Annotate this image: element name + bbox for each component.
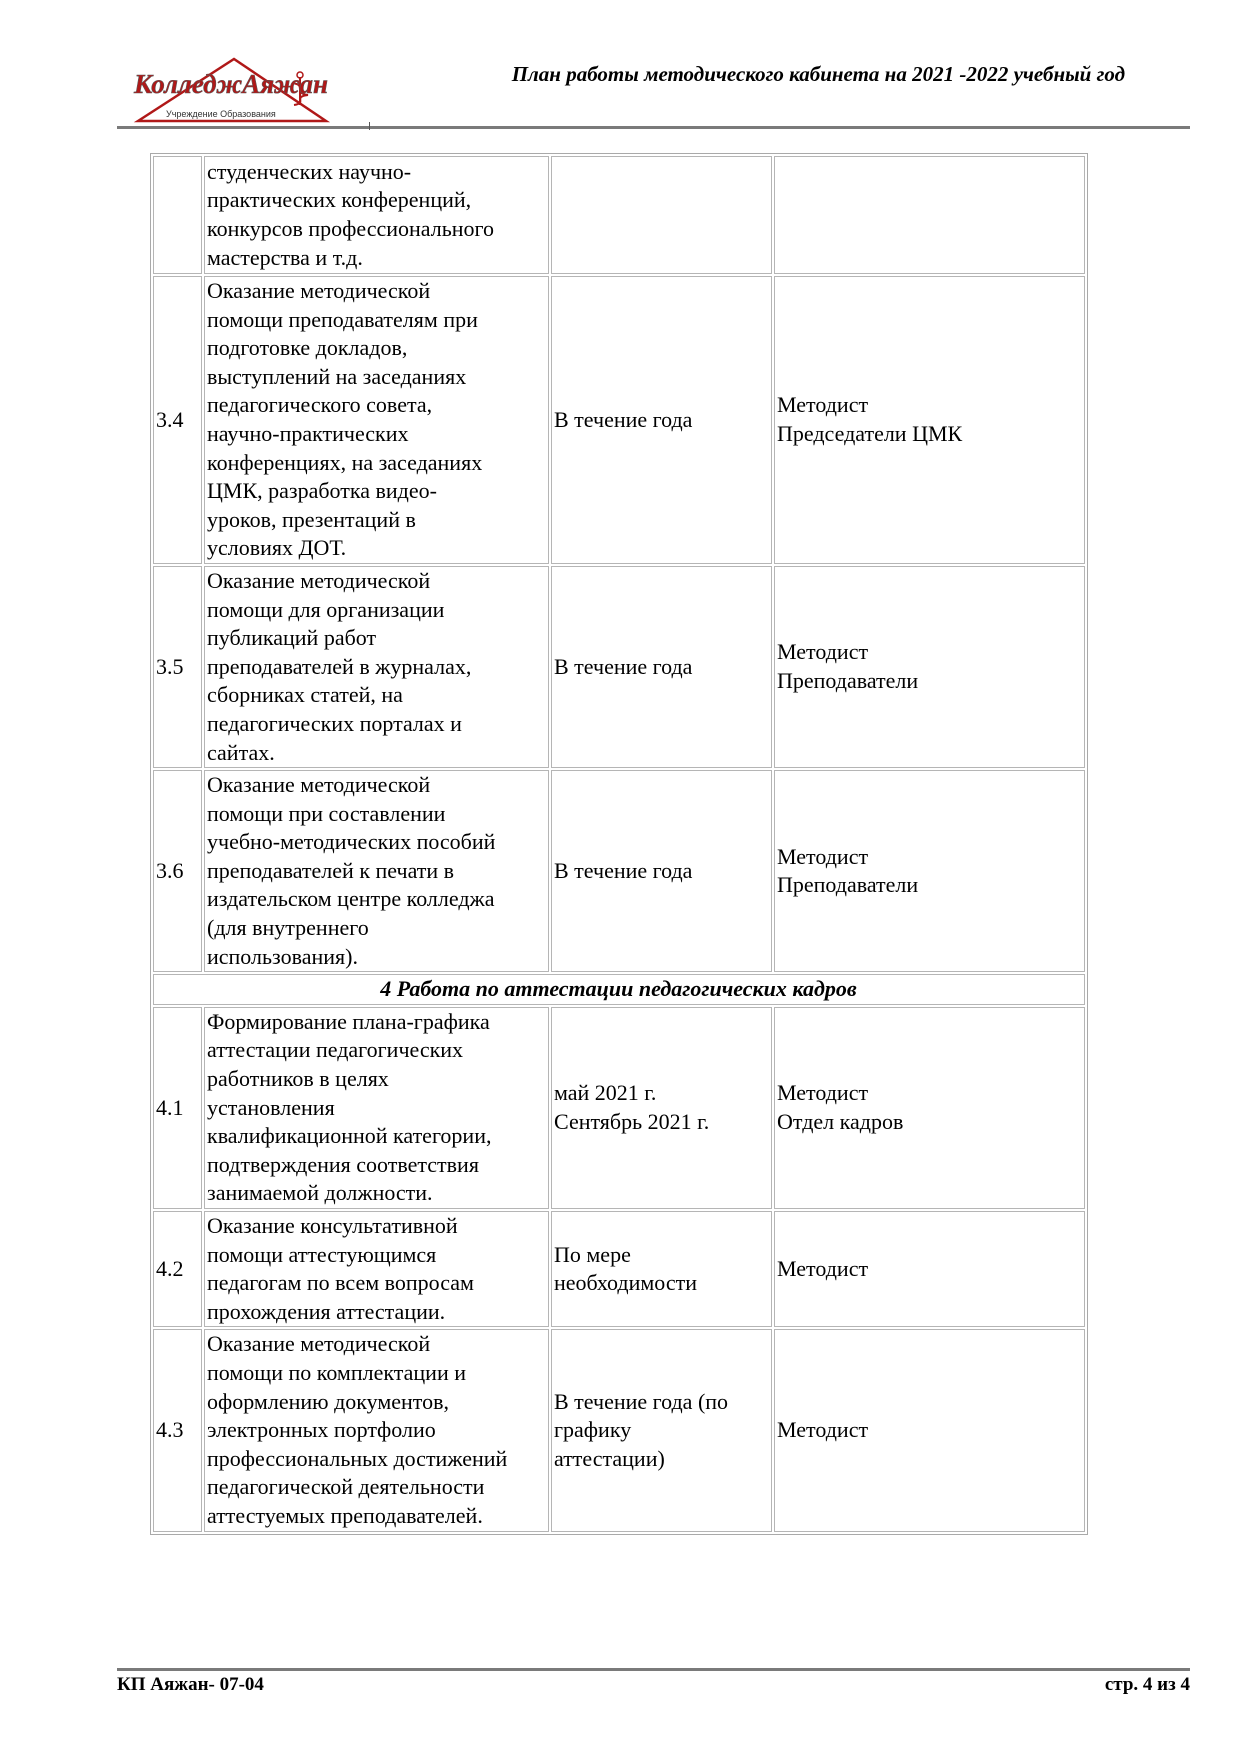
table-row bbox=[153, 1007, 1085, 1209]
table-row bbox=[153, 770, 1085, 972]
table-row bbox=[153, 156, 1085, 274]
logo-subtitle: Учреждение Образования bbox=[166, 109, 276, 119]
responsible-cell: Методист Отдел кадров bbox=[774, 1007, 1085, 1209]
period-cell: В течение года bbox=[551, 276, 772, 564]
document-title: План работы методического кабинета на 2021 -2022 учебный год bbox=[511, 62, 1125, 86]
activity-text: Оказание консультативной помощи аттестующимся педагогам по всем вопросам прохождения аттестации. bbox=[204, 1211, 549, 1327]
activity-text: Формирование плана-графика аттестации педагогических работников в целях установления квалификационной категории, подтверждения соответствия занимаемой должности. bbox=[204, 1007, 549, 1209]
logo-text: КолледжАяжан bbox=[134, 69, 328, 99]
activity-text: студенческих научно- практических конференций, конкурсов профессионального мастерства и т.д. bbox=[204, 156, 549, 274]
section-header-row bbox=[153, 974, 1085, 1005]
page-number: стр. 4 из 4 bbox=[1104, 1674, 1190, 1695]
row-number: 4.1 bbox=[153, 1007, 202, 1209]
period-cell: В течение года bbox=[551, 770, 772, 972]
row-number bbox=[153, 156, 202, 274]
period-cell: В течение года (по графику аттестации) bbox=[551, 1329, 772, 1531]
document-code: КП Аяжан- 07-04 bbox=[117, 1674, 264, 1695]
row-number: 4.3 bbox=[153, 1329, 202, 1531]
row-number: 3.5 bbox=[153, 566, 202, 768]
period-cell bbox=[551, 156, 772, 274]
responsible-cell: Методист Преподаватели bbox=[774, 566, 1085, 768]
period-cell: По мере необходимости bbox=[551, 1211, 772, 1327]
responsible-cell: Методист bbox=[774, 1329, 1085, 1531]
responsible-cell: Методист Преподаватели bbox=[774, 770, 1085, 972]
footer-divider bbox=[117, 1668, 1190, 1671]
row-number: 4.2 bbox=[153, 1211, 202, 1327]
period-cell: В течение года bbox=[551, 566, 772, 768]
activity-text: Оказание методической помощи для организации публикаций работ преподавателей в журналах, сборниках статей, на педагогических порталах и сайтах. bbox=[204, 566, 549, 768]
table-row bbox=[153, 1329, 1085, 1531]
responsible-cell bbox=[774, 156, 1085, 274]
row-number: 3.6 bbox=[153, 770, 202, 972]
logo-graphic bbox=[130, 55, 370, 127]
header-tick-mark bbox=[369, 122, 370, 130]
row-number: 3.4 bbox=[153, 276, 202, 564]
work-plan-table bbox=[150, 153, 1088, 1535]
header-divider bbox=[117, 126, 1190, 129]
table-row bbox=[153, 276, 1085, 564]
activity-text: Оказание методической помощи по комплектации и оформлению документов, электронных портфолио профессиональных достижений педагогической деятельности аттестуемых преподавателей. bbox=[204, 1329, 549, 1531]
activity-text: Оказание методической помощи преподавателям при подготовке докладов, выступлений на заседаниях педагогического совета, научно-практических конференциях, на заседаниях ЦМК, разработка видео- уроков, презентаций в условиях ДОТ. bbox=[204, 276, 549, 564]
table-row bbox=[153, 1211, 1085, 1327]
responsible-cell: Методист Председатели ЦМК bbox=[774, 276, 1085, 564]
table-row bbox=[153, 566, 1085, 768]
section-title: 4 Работа по аттестации педагогических кадров bbox=[153, 974, 1085, 1005]
activity-text: Оказание методической помощи при составлении учебно-методических пособий преподавателей к печати в издательском центре колледжа (для внутреннего использования). bbox=[204, 770, 549, 972]
responsible-cell: Методист bbox=[774, 1211, 1085, 1327]
period-cell: май 2021 г. Сентябрь 2021 г. bbox=[551, 1007, 772, 1209]
college-logo bbox=[130, 55, 370, 127]
